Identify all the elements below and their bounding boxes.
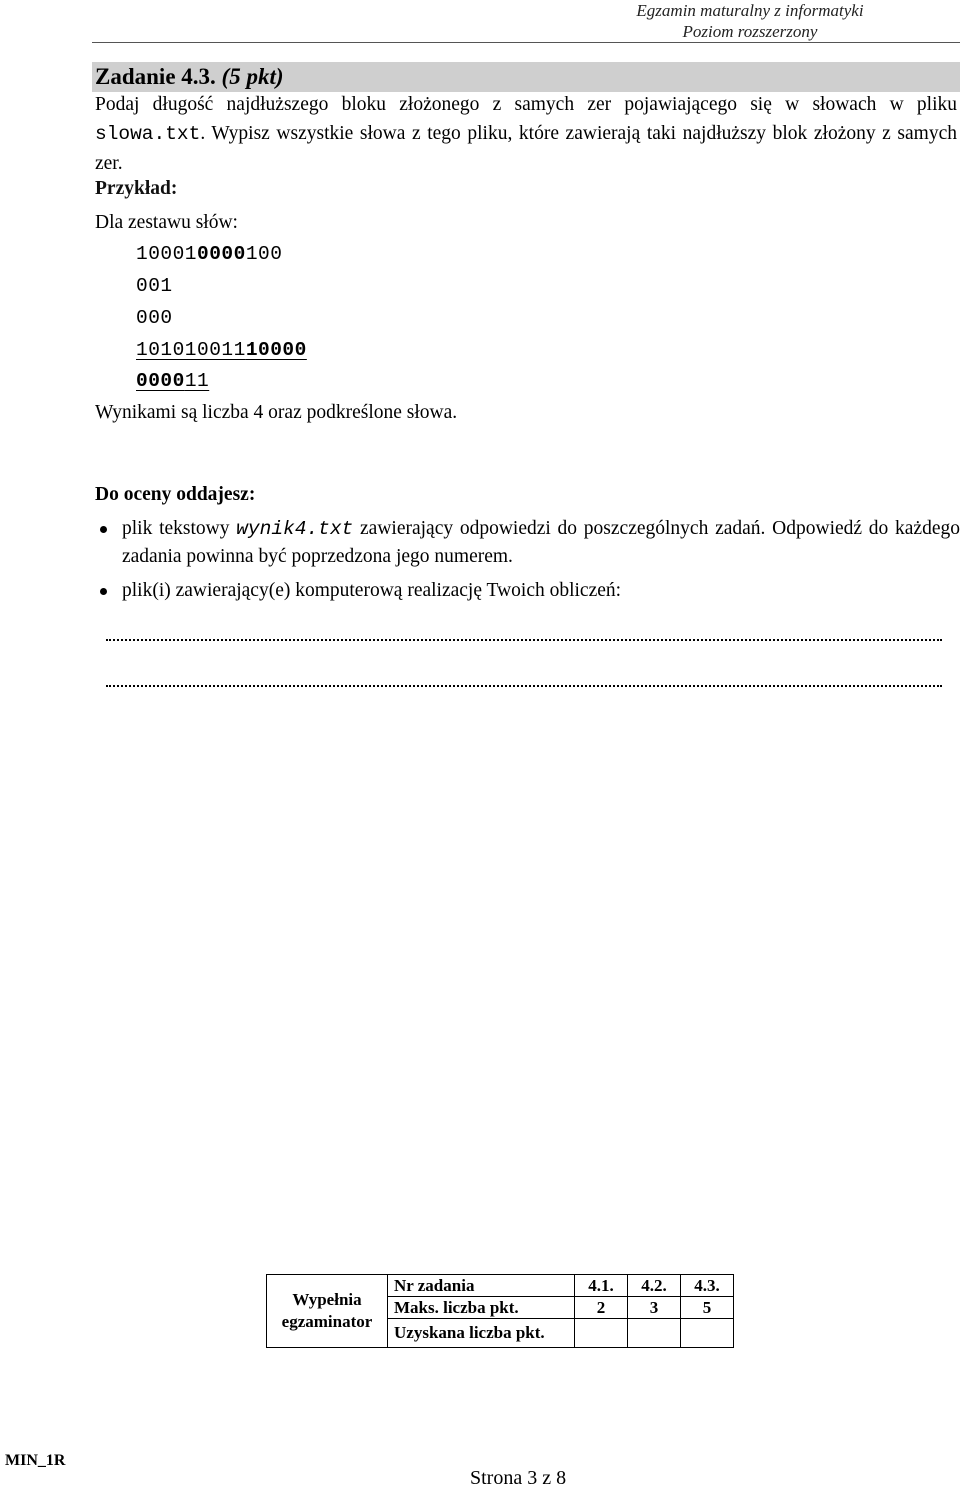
example-word-3: 000	[136, 307, 173, 329]
grade-cell: 5	[681, 1297, 734, 1319]
grade-cell: 4.1.	[575, 1275, 628, 1297]
example-word-2: 001	[136, 275, 173, 297]
header-level: Poziom rozszerzony	[682, 22, 818, 41]
bullet-icon	[100, 588, 107, 595]
submit-item-2: plik(i) zawierający(e) komputerową realizację Twoich obliczeń:	[122, 580, 622, 601]
header-divider	[92, 42, 960, 43]
example-word-4: 10101001110000	[136, 339, 307, 361]
input-file-name: slowa.txt	[95, 123, 201, 145]
bullet-icon	[100, 526, 107, 533]
task-description	[95, 90, 957, 178]
score-input-cell[interactable]	[681, 1319, 734, 1348]
output-file-name: wynik4.txt	[236, 518, 354, 540]
word-set-label: Dla zestawu słów:	[95, 212, 238, 233]
task-intro-text-2: . Wypisz wszystkie słowa z tego pliku, które zawierają taki najdłuższy blok złożony z samych zer.	[95, 123, 957, 174]
examiner-fill-label: Wypełnia egzaminator	[267, 1275, 388, 1348]
task-heading	[92, 62, 960, 92]
grade-table	[266, 1274, 734, 1348]
grade-row-label: Uzyskana liczba pkt.	[388, 1319, 575, 1348]
score-input-cell[interactable]	[628, 1319, 681, 1348]
grade-row-label: Nr zadania	[388, 1275, 575, 1297]
grade-cell: 4.3.	[681, 1275, 734, 1297]
answer-line-2	[106, 684, 942, 687]
exam-code: MIN_1R	[5, 1452, 66, 1469]
header-exam-title: Egzamin maturalny z informatyki	[636, 1, 864, 20]
score-input-cell[interactable]	[575, 1319, 628, 1348]
task-intro-text: Podaj długość najdłuższego bloku złożonego z samych zer pojawiającego się w słowach w pliku	[95, 94, 957, 115]
grade-cell: 3	[628, 1297, 681, 1319]
example-label: Przykład:	[95, 178, 178, 199]
example-word-5: 000011	[136, 370, 210, 392]
grade-cell: 2	[575, 1297, 628, 1319]
task-title: Zadanie 4.3.	[95, 64, 216, 89]
example-word-1: 100010000100	[136, 243, 283, 265]
task-points: (5 pkt)	[221, 64, 284, 89]
answer-line-1	[106, 638, 942, 641]
example-result: Wynikami są liczba 4 oraz podkreślone słowa.	[95, 402, 458, 423]
grade-cell: 4.2.	[628, 1275, 681, 1297]
page-number: Strona 3 z 8	[470, 1467, 567, 1489]
page-header	[570, 0, 930, 42]
submit-label: Do oceny oddajesz:	[95, 484, 256, 505]
grade-row-label: Maks. liczba pkt.	[388, 1297, 575, 1319]
submit-item-1: plik tekstowy wynik4.txt zawierający odpowiedzi do poszczególnych zadań. Odpowiedź do każdego zadania powinna być poprzedzona jego numerem.	[122, 518, 960, 567]
